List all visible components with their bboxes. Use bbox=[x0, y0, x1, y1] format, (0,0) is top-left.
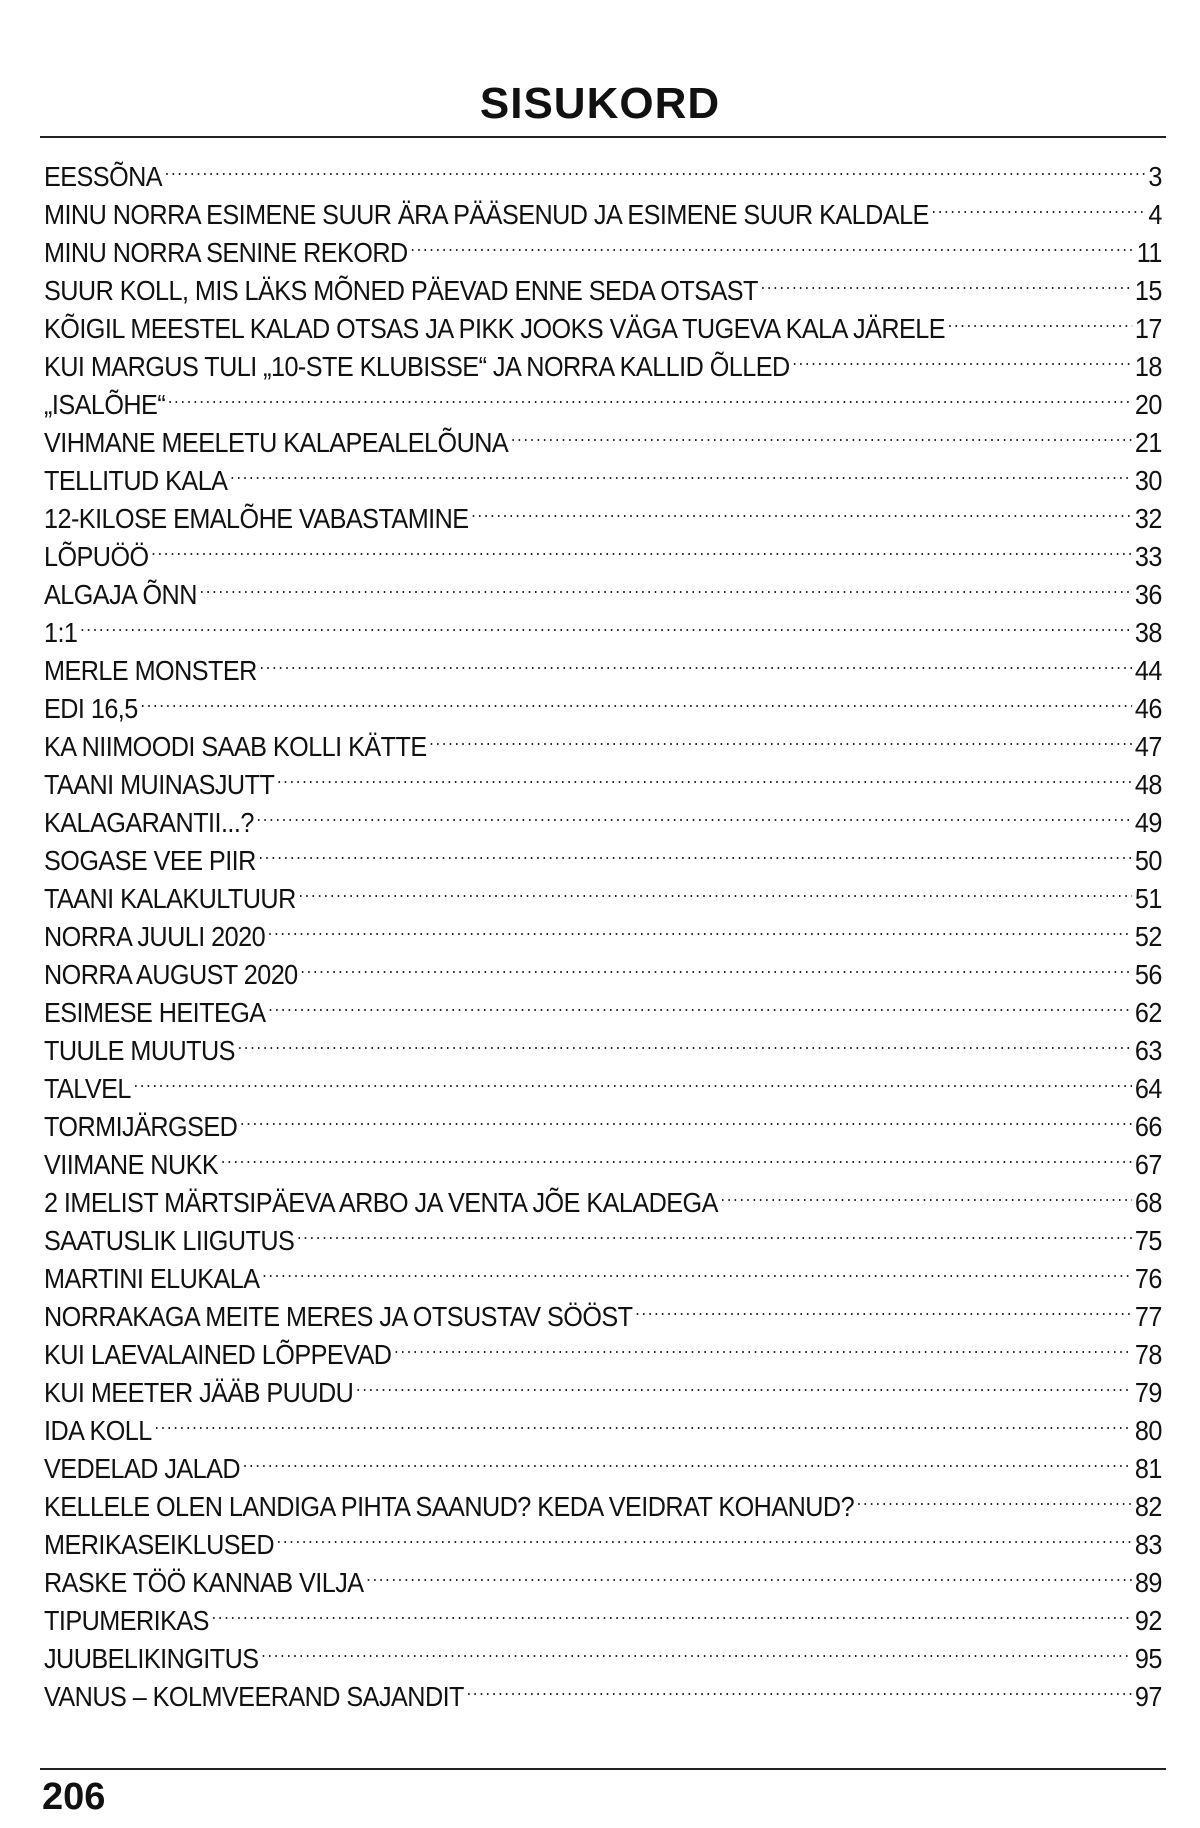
toc-entry bbox=[44, 908, 1162, 952]
dot-leader bbox=[240, 1098, 1132, 1136]
toc-entry-page: 3 bbox=[1148, 161, 1162, 192]
toc-entry-title: TIPUMERIKAS bbox=[44, 1605, 209, 1636]
toc-entry-title: MARTINI ELUKALA bbox=[44, 1263, 260, 1294]
toc-entry bbox=[44, 946, 1162, 990]
toc-entry bbox=[44, 452, 1162, 496]
toc-entry-title: SAATUSLIK LIIGUTUS bbox=[44, 1225, 295, 1256]
toc-entry-page: 76 bbox=[1134, 1263, 1162, 1294]
dot-leader bbox=[221, 1136, 1132, 1174]
toc-entry bbox=[44, 1060, 1162, 1104]
toc-entry bbox=[44, 1668, 1162, 1712]
dot-leader bbox=[258, 832, 1132, 870]
toc-entry-title: TORMIJÄRGSED bbox=[44, 1111, 238, 1142]
toc-entry bbox=[44, 1592, 1162, 1636]
toc-entry bbox=[44, 1630, 1162, 1674]
toc-entry-page: 63 bbox=[1134, 1035, 1162, 1066]
toc-entry-title: MERIKASEIKLUSED bbox=[44, 1529, 274, 1560]
toc-entry bbox=[44, 566, 1162, 610]
toc-entry-title: „ISALÕHE“ bbox=[44, 389, 166, 420]
toc-entry bbox=[44, 756, 1162, 800]
toc-entry-page: 56 bbox=[1134, 959, 1162, 990]
toc-entry-page: 32 bbox=[1134, 503, 1162, 534]
toc-entry-page: 11 bbox=[1136, 237, 1162, 268]
toc-entry bbox=[44, 1440, 1162, 1484]
toc-entry-title: TELLITUD KALA bbox=[44, 465, 228, 496]
toc-entry bbox=[44, 528, 1162, 572]
dot-leader bbox=[471, 490, 1132, 528]
dot-leader bbox=[165, 148, 1146, 186]
dot-leader bbox=[200, 566, 1133, 604]
top-rule bbox=[40, 136, 1166, 138]
toc-entry-page: 46 bbox=[1134, 693, 1162, 724]
dot-leader bbox=[134, 1060, 1133, 1098]
toc-entry bbox=[44, 1402, 1162, 1446]
toc-entry-page: 97 bbox=[1134, 1681, 1162, 1712]
toc-entry-page: 66 bbox=[1134, 1111, 1162, 1142]
bottom-rule bbox=[40, 1768, 1166, 1770]
toc-entry-title: NORRA JUULI 2020 bbox=[44, 921, 266, 952]
toc-entry bbox=[44, 300, 1162, 344]
toc-entry-page: 33 bbox=[1134, 541, 1162, 572]
toc-entry bbox=[44, 1250, 1162, 1294]
dot-leader bbox=[268, 908, 1132, 946]
toc-entry-page: 68 bbox=[1134, 1187, 1162, 1218]
toc-entry-page: 83 bbox=[1134, 1529, 1162, 1560]
toc-entry-page: 78 bbox=[1134, 1339, 1162, 1370]
toc-entry bbox=[44, 224, 1162, 268]
toc-entry bbox=[44, 1364, 1162, 1408]
toc-entry-title: VIHMANE MEELETU KALAPEALELÕUNA bbox=[44, 427, 509, 458]
dot-leader bbox=[297, 1212, 1132, 1250]
toc-entry-title: RASKE TÖÖ KANNAB VILJA bbox=[44, 1567, 364, 1598]
toc-entry-title: TUULE MUUTUS bbox=[44, 1035, 235, 1066]
toc-entry-title: MERLE MONSTER bbox=[44, 655, 257, 686]
toc-entry bbox=[44, 870, 1162, 914]
toc-entry-title: KUI LAEVALAINED LÕPPEVAD bbox=[44, 1339, 392, 1370]
toc-entry-title: MINU NORRA ESIMENE SUUR ÄRA PÄÄSENUD JA ESIMENE SUUR KALDALE bbox=[44, 199, 929, 230]
dot-leader bbox=[857, 1478, 1132, 1516]
toc-entry bbox=[44, 490, 1162, 534]
dot-leader bbox=[238, 1022, 1133, 1060]
toc-entry-title: KUI MARGUS TULI „10-STE KLUBISSE“ JA NORRA KALLID ÕLLED bbox=[44, 351, 790, 382]
toc-entry-page: 75 bbox=[1134, 1225, 1162, 1256]
toc-entry bbox=[44, 718, 1162, 762]
toc-entry-page: 79 bbox=[1134, 1377, 1162, 1408]
dot-leader bbox=[268, 984, 1132, 1022]
dot-leader bbox=[257, 794, 1133, 832]
toc-entry-title: VEDELAD JALAD bbox=[44, 1453, 241, 1484]
toc-entry-title: KÕIGIL MEESTEL KALAD OTSAS JA PIKK JOOKS VÄGA TUGEVA KALA JÄRELE bbox=[44, 313, 945, 344]
toc-entry-title: ALGAJA ÕNN bbox=[44, 579, 197, 610]
toc-entry-page: 44 bbox=[1134, 655, 1162, 686]
toc-entry-title: IDA KOLL bbox=[44, 1415, 152, 1446]
toc-entry bbox=[44, 1288, 1162, 1332]
toc-entry bbox=[44, 604, 1162, 648]
toc-entry-page: 82 bbox=[1134, 1491, 1162, 1522]
toc-entry-page: 15 bbox=[1134, 275, 1162, 306]
dot-leader bbox=[80, 604, 1132, 642]
dot-leader bbox=[140, 680, 1132, 718]
toc-entry-page: 77 bbox=[1134, 1301, 1162, 1332]
toc-entry-title: KUI MEETER JÄÄB PUUDU bbox=[44, 1377, 354, 1408]
toc-entry-title: KA NIIMOODI SAAB KOLLI KÄTTE bbox=[44, 731, 427, 762]
toc-entry-title: SUUR KOLL, MIS LÄKS MÕNED PÄEVAD ENNE SEDA OTSAST bbox=[44, 275, 758, 306]
toc-entry-title: LÕPUÖÖ bbox=[44, 541, 149, 572]
dot-leader bbox=[394, 1326, 1132, 1364]
toc-entry-page: 20 bbox=[1134, 389, 1162, 420]
toc-entry-page: 81 bbox=[1134, 1453, 1162, 1484]
toc-entry bbox=[44, 1326, 1162, 1370]
toc-entry bbox=[44, 1554, 1162, 1598]
toc-entry bbox=[44, 1022, 1162, 1066]
dot-leader bbox=[298, 870, 1132, 908]
toc-entry bbox=[44, 1516, 1162, 1560]
toc-entry-page: 62 bbox=[1134, 997, 1162, 1028]
dot-leader bbox=[260, 642, 1133, 680]
toc-entry-page: 50 bbox=[1134, 845, 1162, 876]
toc-entry bbox=[44, 262, 1162, 306]
toc-entry-page: 64 bbox=[1134, 1073, 1162, 1104]
toc-entry bbox=[44, 1212, 1162, 1256]
toc-entry-page: 30 bbox=[1134, 465, 1162, 496]
toc-entry-page: 38 bbox=[1134, 617, 1162, 648]
dot-leader bbox=[467, 1668, 1133, 1706]
dot-leader bbox=[277, 1516, 1132, 1554]
toc-entry bbox=[44, 794, 1162, 838]
toc-entry-title: KELLELE OLEN LANDIGA PIHTA SAANUD? KEDA VEIDRAT KOHANUD? bbox=[44, 1491, 855, 1522]
dot-leader bbox=[511, 414, 1132, 452]
toc-entry-page: 21 bbox=[1134, 427, 1162, 458]
dot-leader bbox=[721, 1174, 1133, 1212]
dot-leader bbox=[792, 338, 1132, 376]
toc-entry-title: TAANI MUINASJUTT bbox=[44, 769, 275, 800]
toc-entry-title: KALAGARANTII...? bbox=[44, 807, 254, 838]
dot-leader bbox=[948, 300, 1132, 338]
toc-entry bbox=[44, 1136, 1162, 1180]
toc-entry-title: JUUBELIKINGITUS bbox=[44, 1643, 259, 1674]
dot-leader bbox=[262, 1250, 1132, 1288]
toc-entry bbox=[44, 186, 1162, 230]
page-title: SISUKORD bbox=[479, 79, 721, 128]
dot-leader bbox=[356, 1364, 1132, 1402]
toc-entry-title: 12-KILOSE EMALÕHE VABASTAMINE bbox=[44, 503, 469, 534]
toc-entry-page: 49 bbox=[1134, 807, 1162, 838]
dot-leader bbox=[366, 1554, 1132, 1592]
toc-entry-title: NORRA AUGUST 2020 bbox=[44, 959, 298, 990]
toc-entry-page: 89 bbox=[1134, 1567, 1162, 1598]
dot-leader bbox=[300, 946, 1132, 984]
toc-entry-page: 51 bbox=[1134, 883, 1162, 914]
toc-entry bbox=[44, 1174, 1162, 1218]
toc-entry-title: 2 IMELIST MÄRTSIPÄEVA ARBO JA VENTA JÕE KALADEGA bbox=[44, 1187, 718, 1218]
toc-entry-page: 4 bbox=[1148, 199, 1162, 230]
dot-leader bbox=[261, 1630, 1132, 1668]
toc-entry bbox=[44, 376, 1162, 420]
toc-entry-title: VANUS – KOLMVEERAND SAJANDIT bbox=[44, 1681, 464, 1712]
toc-entry-page: 80 bbox=[1134, 1415, 1162, 1446]
toc-entry bbox=[44, 680, 1162, 724]
dot-leader bbox=[932, 186, 1146, 224]
table-of-contents bbox=[44, 148, 1162, 1712]
toc-entry bbox=[44, 832, 1162, 876]
toc-entry-page: 48 bbox=[1134, 769, 1162, 800]
toc-entry-title: EESSÕNA bbox=[44, 161, 163, 192]
dot-leader bbox=[168, 376, 1132, 414]
dot-leader bbox=[277, 756, 1132, 794]
dot-leader bbox=[429, 718, 1132, 756]
toc-entry bbox=[44, 1478, 1162, 1522]
dot-leader bbox=[761, 262, 1133, 300]
toc-entry bbox=[44, 414, 1162, 458]
toc-entry-title: SOGASE VEE PIIR bbox=[44, 845, 256, 876]
toc-entry bbox=[44, 984, 1162, 1028]
toc-entry-title: NORRAKAGA MEITE MERES JA OTSUSTAV SÖÖST bbox=[44, 1301, 633, 1332]
toc-entry bbox=[44, 148, 1162, 192]
toc-entry-title: EDI 16,5 bbox=[44, 693, 138, 724]
dot-leader bbox=[154, 1402, 1132, 1440]
toc-entry-page: 18 bbox=[1134, 351, 1162, 382]
toc-entry-title: TALVEL bbox=[44, 1073, 131, 1104]
page-number: 206 bbox=[42, 1776, 106, 1818]
toc-entry-page: 36 bbox=[1134, 579, 1162, 610]
toc-entry bbox=[44, 338, 1162, 382]
toc-entry-page: 95 bbox=[1134, 1643, 1162, 1674]
toc-entry-title: VIIMANE NUKK bbox=[44, 1149, 219, 1180]
toc-entry-title: ESIMESE HEITEGA bbox=[44, 997, 266, 1028]
dot-leader bbox=[230, 452, 1132, 490]
toc-entry bbox=[44, 1098, 1162, 1142]
dot-leader bbox=[151, 528, 1132, 566]
toc-entry-page: 47 bbox=[1134, 731, 1162, 762]
toc-entry-title: TAANI KALAKULTUUR bbox=[44, 883, 296, 914]
dot-leader bbox=[410, 224, 1134, 262]
dot-leader bbox=[212, 1592, 1133, 1630]
toc-entry-page: 67 bbox=[1134, 1149, 1162, 1180]
toc-entry bbox=[44, 642, 1162, 686]
dot-leader bbox=[635, 1288, 1132, 1326]
toc-entry-page: 17 bbox=[1134, 313, 1162, 344]
dot-leader bbox=[243, 1440, 1132, 1478]
toc-entry-title: MINU NORRA SENINE REKORD bbox=[44, 237, 408, 268]
toc-entry-page: 92 bbox=[1134, 1605, 1162, 1636]
toc-entry-title: 1:1 bbox=[44, 617, 78, 648]
toc-entry-page: 52 bbox=[1134, 921, 1162, 952]
